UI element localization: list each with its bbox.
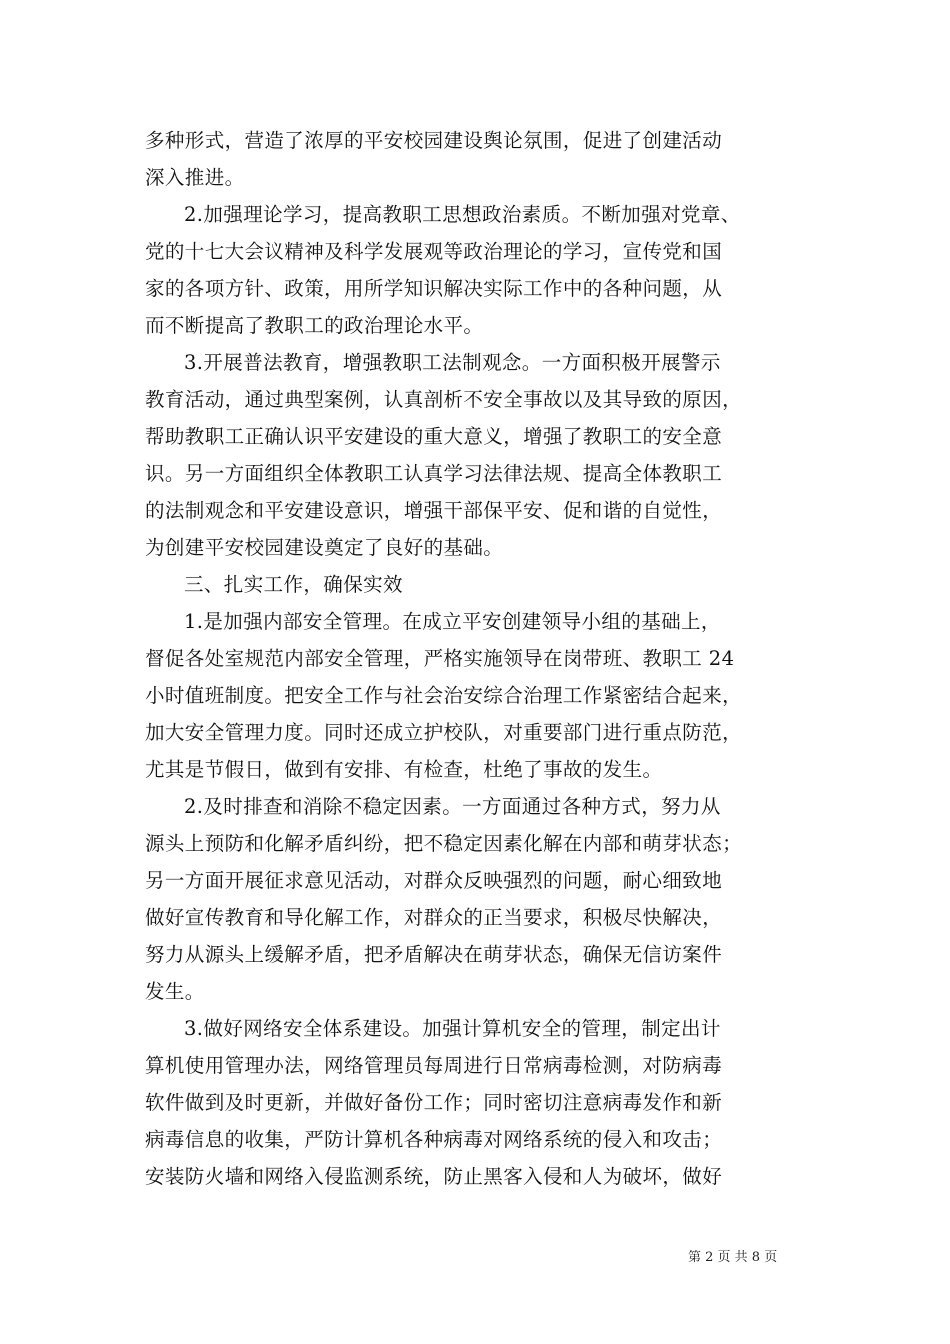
- text-line: 尤其是节假日，做到有安排、有检查，杜绝了事故的发生。: [145, 758, 663, 781]
- text-line: 识。另一方面组织全体教职工认真学习法律法规、提高全体教职工: [145, 462, 723, 485]
- text-line: 2.及时排查和消除不稳定因素。一方面通过各种方式，努力从: [184, 795, 721, 818]
- text-line: 教育活动，通过典型案例，认真剖析不安全事故以及其导致的原因，: [145, 388, 743, 411]
- text-line: 2.加强理论学习，提高教职工思想政治素质。不断加强对党章、: [184, 203, 741, 226]
- text-line: 的法制观念和平安建设意识，增强干部保平安、促和谐的自觉性，: [145, 499, 723, 522]
- text-line: 1.是加强内部安全管理。在成立平安创建领导小组的基础上，: [184, 610, 721, 633]
- text-line: 病毒信息的收集，严防计算机各种病毒对网络系统的侵入和攻击；: [145, 1128, 723, 1151]
- page-number: 第 2 页 共 8 页: [688, 1250, 778, 1265]
- text-line: 帮助教职工正确认识平安建设的重大意义，增强了教职工的安全意: [145, 425, 723, 448]
- text-line: 而不断提高了教职工的政治理论水平。: [145, 314, 484, 337]
- text-line: 三、扎实工作，确保实效: [184, 573, 403, 596]
- text-line: 小时值班制度。把安全工作与社会治安综合治理工作紧密结合起来，: [145, 684, 743, 707]
- text-line: 安装防火墙和网络入侵监测系统，防止黑客入侵和人为破坏，做好: [145, 1165, 723, 1188]
- text-line: 党的十七大会议精神及科学发展观等政治理论的学习，宣传党和国: [145, 240, 723, 263]
- text-line: 家的各项方针、政策，用所学知识解决实际工作中的各种问题，从: [145, 277, 723, 300]
- body-text: [145, 122, 810, 1195]
- text-line: 3.开展普法教育，增强教职工法制观念。一方面积极开展警示: [184, 351, 721, 374]
- text-line: 源头上预防和化解矛盾纠纷，把不稳定因素化解在内部和萌芽状态；: [145, 832, 743, 855]
- text-line: 多种形式，营造了浓厚的平安校园建设舆论氛围，促进了创建活动: [145, 129, 723, 152]
- text-line: 督促各处室规范内部安全管理，严格实施领导在岗带班、教职工 24: [145, 647, 735, 670]
- text-line: 软件做到及时更新，并做好备份工作；同时密切注意病毒发作和新: [145, 1091, 723, 1114]
- text-line: 发生。: [145, 980, 205, 1003]
- text-line: 算机使用管理办法，网络管理员每周进行日常病毒检测，对防病毒: [145, 1054, 723, 1077]
- text-line: 为创建平安校园建设奠定了良好的基础。: [145, 536, 504, 559]
- text-line: 另一方面开展征求意见活动，对群众反映强烈的问题，耐心细致地: [145, 869, 723, 892]
- text-line: 加大安全管理力度。同时还成立护校队，对重要部门进行重点防范，: [145, 721, 743, 744]
- text-line: 3.做好网络安全体系建设。加强计算机安全的管理，制定出计: [184, 1017, 721, 1040]
- text-line: 做好宣传教育和导化解工作，对群众的正当要求，积极尽快解决，: [145, 906, 723, 929]
- text-line: 努力从源头上缓解矛盾，把矛盾解决在萌芽状态，确保无信访案件: [145, 943, 723, 966]
- text-line: 深入推进。: [145, 166, 245, 189]
